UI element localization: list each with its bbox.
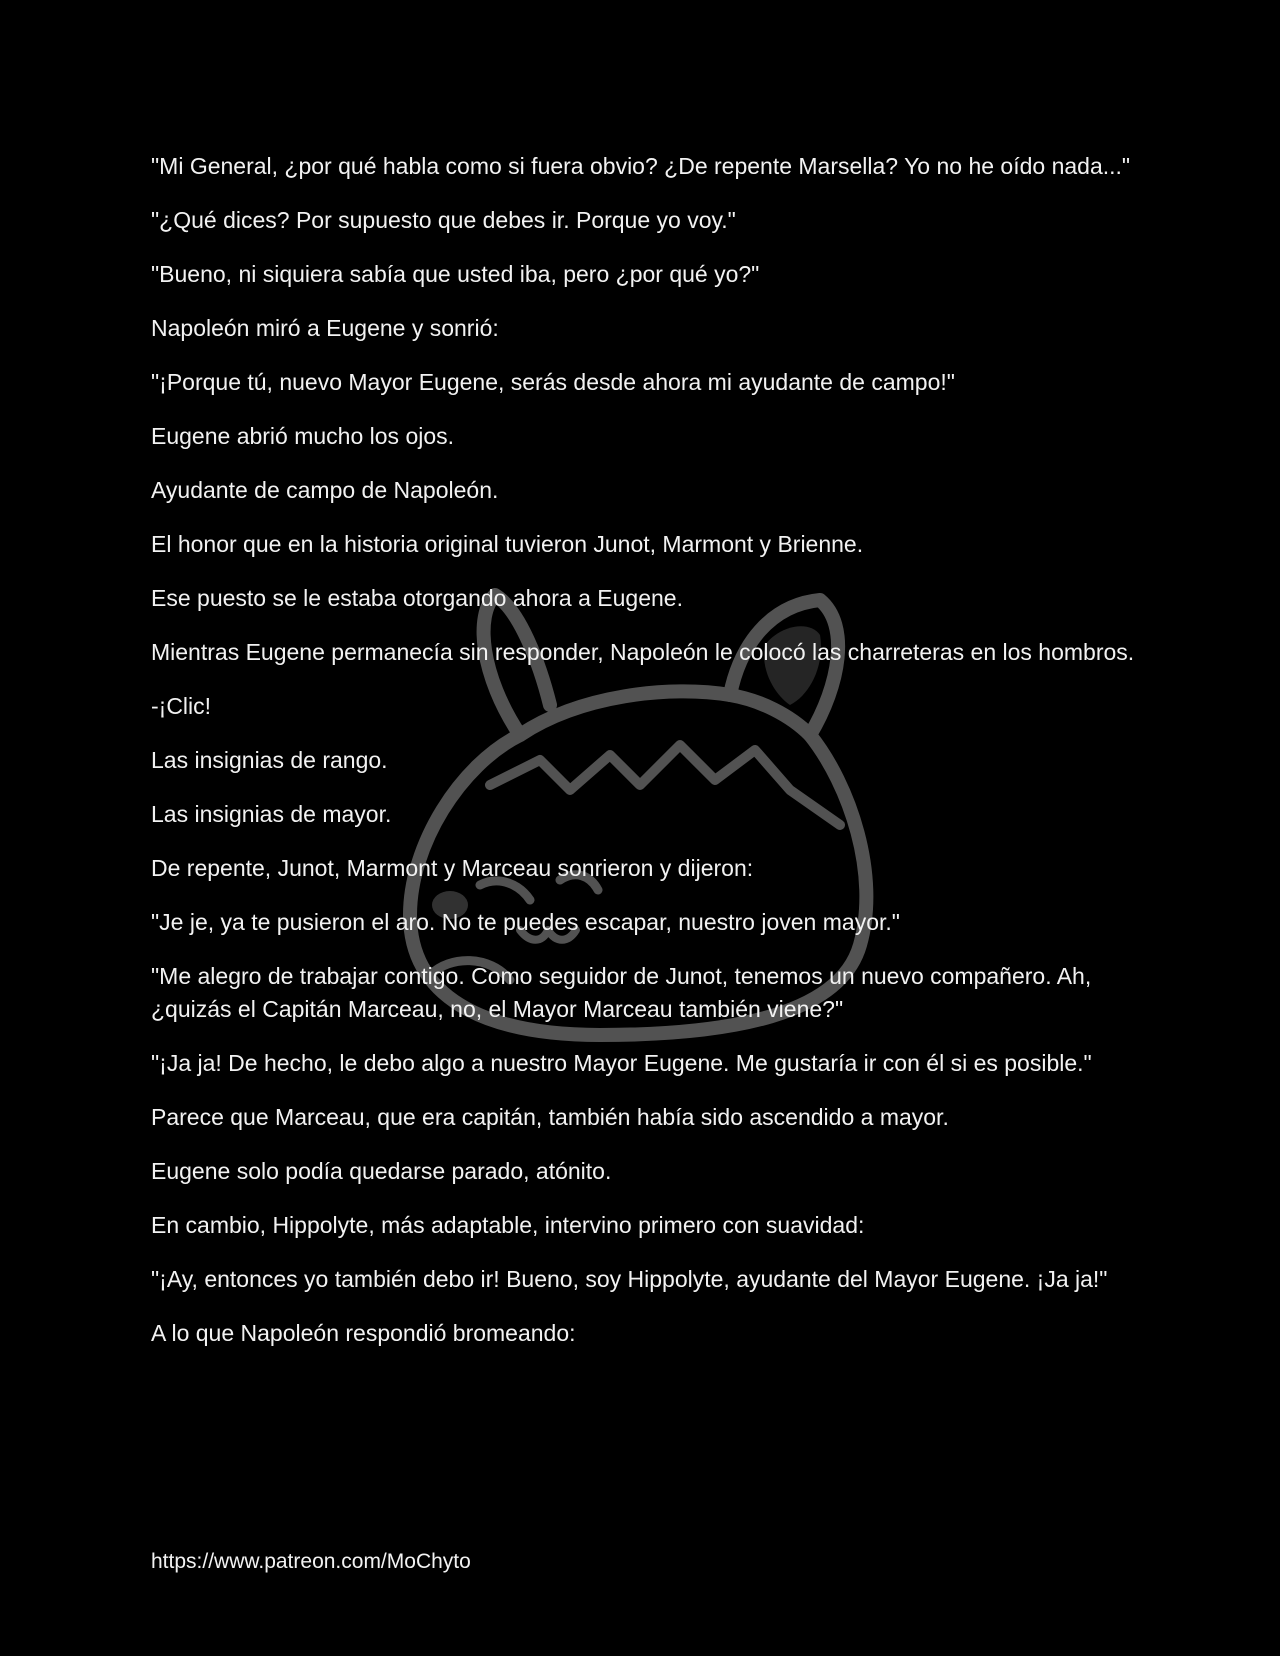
- paragraph: "Je je, ya te pusieron el aro. No te puedes escapar, nuestro joven mayor.": [151, 909, 900, 935]
- chapter-text: [151, 150, 1141, 1371]
- paragraph: Napoleón miró a Eugene y sonrió:: [151, 315, 499, 341]
- paragraph: "Mi General, ¿por qué habla como si fuera obvio? ¿De repente Marsella? Yo no he oído nada...": [151, 153, 1131, 179]
- paragraph: "Bueno, ni siquiera sabía que usted iba, pero ¿por qué yo?": [151, 261, 760, 287]
- paragraph: Eugene solo podía quedarse parado, atónito.: [151, 1158, 612, 1184]
- patreon-link[interactable]: https://www.patreon.com/MoChyto: [151, 1550, 471, 1573]
- paragraph: "¿Qué dices? Por supuesto que debes ir. Porque yo voy.": [151, 207, 736, 233]
- paragraph: De repente, Junot, Marmont y Marceau sonrieron y dijeron:: [151, 855, 754, 881]
- paragraph: El honor que en la historia original tuvieron Junot, Marmont y Brienne.: [151, 531, 864, 557]
- paragraph: A lo que Napoleón respondió bromeando:: [151, 1320, 576, 1346]
- paragraph: Ese puesto se le estaba otorgando ahora a Eugene.: [151, 585, 683, 611]
- paragraph: En cambio, Hippolyte, más adaptable, intervino primero con suavidad:: [151, 1212, 865, 1238]
- paragraph: "¡Ja ja! De hecho, le debo algo a nuestro Mayor Eugene. Me gustaría ir con él si es posible.": [151, 1050, 1092, 1076]
- paragraph: -¡Clic!: [151, 693, 212, 719]
- paragraph: "¡Ay, entonces yo también debo ir! Bueno, soy Hippolyte, ayudante del Mayor Eugene. ¡Ja ja!": [151, 1266, 1108, 1292]
- paragraph: Las insignias de mayor.: [151, 801, 392, 827]
- paragraph: "Me alegro de trabajar contigo. Como seguidor de Junot, tenemos un nuevo compañero. Ah, ¿quizás el Capitán Marceau, no, el Mayor Marceau también viene?": [151, 963, 1092, 1022]
- paragraph: "¡Porque tú, nuevo Mayor Eugene, serás desde ahora mi ayudante de campo!": [151, 369, 955, 395]
- paragraph: Eugene abrió mucho los ojos.: [151, 423, 455, 449]
- paragraph: Mientras Eugene permanecía sin responder, Napoleón le colocó las charreteras en los hombros.: [151, 639, 1135, 665]
- paragraph: Las insignias de rango.: [151, 747, 388, 773]
- paragraph: Parece que Marceau, que era capitán, también había sido ascendido a mayor.: [151, 1104, 949, 1130]
- paragraph: Ayudante de campo de Napoleón.: [151, 477, 499, 503]
